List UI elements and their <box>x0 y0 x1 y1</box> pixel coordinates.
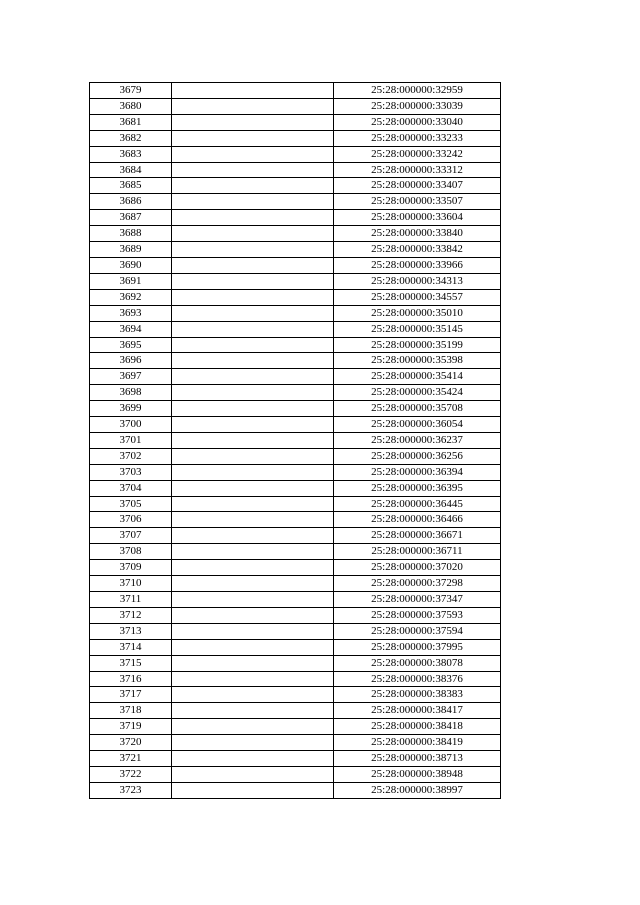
cadastral-number-cell: 25:28:000000:38948 <box>334 766 501 782</box>
empty-cell <box>172 242 334 258</box>
empty-cell <box>172 735 334 751</box>
table-row <box>90 321 501 337</box>
registry-table <box>89 82 501 799</box>
row-number-cell: 3718 <box>90 703 172 719</box>
table-row <box>90 623 501 639</box>
table-row <box>90 130 501 146</box>
table-row <box>90 194 501 210</box>
empty-cell <box>172 464 334 480</box>
row-number-cell: 3712 <box>90 607 172 623</box>
empty-cell <box>172 353 334 369</box>
empty-cell <box>172 417 334 433</box>
cadastral-number-cell: 25:28:000000:33233 <box>334 130 501 146</box>
table-row <box>90 369 501 385</box>
cadastral-number-cell: 25:28:000000:36395 <box>334 480 501 496</box>
cadastral-number-cell: 25:28:000000:35199 <box>334 337 501 353</box>
cadastral-number-cell: 25:28:000000:38383 <box>334 687 501 703</box>
row-number-cell: 3693 <box>90 305 172 321</box>
table-row <box>90 385 501 401</box>
table-row <box>90 512 501 528</box>
empty-cell <box>172 448 334 464</box>
empty-cell <box>172 751 334 767</box>
row-number-cell: 3701 <box>90 432 172 448</box>
cadastral-number-cell: 25:28:000000:38376 <box>334 671 501 687</box>
table-row <box>90 305 501 321</box>
row-number-cell: 3698 <box>90 385 172 401</box>
row-number-cell: 3690 <box>90 257 172 273</box>
cadastral-number-cell: 25:28:000000:35010 <box>334 305 501 321</box>
row-number-cell: 3679 <box>90 83 172 99</box>
cadastral-number-cell: 25:28:000000:35145 <box>334 321 501 337</box>
cadastral-number-cell: 25:28:000000:33242 <box>334 146 501 162</box>
empty-cell <box>172 655 334 671</box>
cadastral-number-cell: 25:28:000000:37593 <box>334 607 501 623</box>
empty-cell <box>172 782 334 798</box>
row-number-cell: 3705 <box>90 496 172 512</box>
row-number-cell: 3695 <box>90 337 172 353</box>
empty-cell <box>172 703 334 719</box>
table-row <box>90 337 501 353</box>
row-number-cell: 3703 <box>90 464 172 480</box>
registry-table-body <box>90 83 501 799</box>
empty-cell <box>172 178 334 194</box>
row-number-cell: 3688 <box>90 226 172 242</box>
empty-cell <box>172 592 334 608</box>
cadastral-number-cell: 25:28:000000:37594 <box>334 623 501 639</box>
empty-cell <box>172 194 334 210</box>
table-row <box>90 751 501 767</box>
table-row <box>90 417 501 433</box>
empty-cell <box>172 639 334 655</box>
row-number-cell: 3720 <box>90 735 172 751</box>
cadastral-number-cell: 25:28:000000:33966 <box>334 257 501 273</box>
cadastral-number-cell: 25:28:000000:36671 <box>334 528 501 544</box>
row-number-cell: 3684 <box>90 162 172 178</box>
cadastral-number-cell: 25:28:000000:32959 <box>334 83 501 99</box>
cadastral-number-cell: 25:28:000000:38997 <box>334 782 501 798</box>
empty-cell <box>172 98 334 114</box>
cadastral-number-cell: 25:28:000000:38713 <box>334 751 501 767</box>
cadastral-number-cell: 25:28:000000:34313 <box>334 273 501 289</box>
row-number-cell: 3683 <box>90 146 172 162</box>
table-row <box>90 114 501 130</box>
empty-cell <box>172 130 334 146</box>
cadastral-number-cell: 25:28:000000:36256 <box>334 448 501 464</box>
table-row <box>90 496 501 512</box>
row-number-cell: 3710 <box>90 576 172 592</box>
table-row <box>90 353 501 369</box>
row-number-cell: 3697 <box>90 369 172 385</box>
cadastral-number-cell: 25:28:000000:36237 <box>334 432 501 448</box>
table-row <box>90 289 501 305</box>
empty-cell <box>172 385 334 401</box>
cadastral-number-cell: 25:28:000000:33842 <box>334 242 501 258</box>
table-row <box>90 210 501 226</box>
empty-cell <box>172 576 334 592</box>
empty-cell <box>172 766 334 782</box>
empty-cell <box>172 512 334 528</box>
row-number-cell: 3722 <box>90 766 172 782</box>
empty-cell <box>172 544 334 560</box>
table-row <box>90 242 501 258</box>
row-number-cell: 3704 <box>90 480 172 496</box>
empty-cell <box>172 337 334 353</box>
cadastral-number-cell: 25:28:000000:37995 <box>334 639 501 655</box>
row-number-cell: 3692 <box>90 289 172 305</box>
row-number-cell: 3717 <box>90 687 172 703</box>
table-row <box>90 146 501 162</box>
row-number-cell: 3699 <box>90 401 172 417</box>
empty-cell <box>172 146 334 162</box>
empty-cell <box>172 321 334 337</box>
cadastral-number-cell: 25:28:000000:38417 <box>334 703 501 719</box>
empty-cell <box>172 687 334 703</box>
empty-cell <box>172 273 334 289</box>
cadastral-number-cell: 25:28:000000:33840 <box>334 226 501 242</box>
cadastral-number-cell: 25:28:000000:34557 <box>334 289 501 305</box>
cadastral-number-cell: 25:28:000000:35708 <box>334 401 501 417</box>
table-row <box>90 544 501 560</box>
empty-cell <box>172 432 334 448</box>
empty-cell <box>172 401 334 417</box>
cadastral-number-cell: 25:28:000000:33407 <box>334 178 501 194</box>
empty-cell <box>172 83 334 99</box>
empty-cell <box>172 671 334 687</box>
cadastral-number-cell: 25:28:000000:38419 <box>334 735 501 751</box>
table-row <box>90 98 501 114</box>
row-number-cell: 3686 <box>90 194 172 210</box>
row-number-cell: 3700 <box>90 417 172 433</box>
row-number-cell: 3707 <box>90 528 172 544</box>
cadastral-number-cell: 25:28:000000:33040 <box>334 114 501 130</box>
table-row <box>90 560 501 576</box>
row-number-cell: 3716 <box>90 671 172 687</box>
empty-cell <box>172 305 334 321</box>
empty-cell <box>172 226 334 242</box>
empty-cell <box>172 480 334 496</box>
cadastral-number-cell: 25:28:000000:38418 <box>334 719 501 735</box>
table-row <box>90 257 501 273</box>
empty-cell <box>172 719 334 735</box>
table-row <box>90 687 501 703</box>
table-row <box>90 226 501 242</box>
table-row <box>90 432 501 448</box>
row-number-cell: 3702 <box>90 448 172 464</box>
empty-cell <box>172 257 334 273</box>
row-number-cell: 3687 <box>90 210 172 226</box>
table-row <box>90 719 501 735</box>
cadastral-number-cell: 25:28:000000:33604 <box>334 210 501 226</box>
empty-cell <box>172 607 334 623</box>
cadastral-number-cell: 25:28:000000:37020 <box>334 560 501 576</box>
table-row <box>90 703 501 719</box>
row-number-cell: 3685 <box>90 178 172 194</box>
row-number-cell: 3723 <box>90 782 172 798</box>
row-number-cell: 3689 <box>90 242 172 258</box>
cadastral-number-cell: 25:28:000000:36445 <box>334 496 501 512</box>
table-row <box>90 401 501 417</box>
cadastral-number-cell: 25:28:000000:35414 <box>334 369 501 385</box>
row-number-cell: 3680 <box>90 98 172 114</box>
table-row <box>90 480 501 496</box>
row-number-cell: 3682 <box>90 130 172 146</box>
row-number-cell: 3715 <box>90 655 172 671</box>
empty-cell <box>172 623 334 639</box>
table-row <box>90 273 501 289</box>
table-row <box>90 655 501 671</box>
table-row <box>90 639 501 655</box>
table-row <box>90 607 501 623</box>
row-number-cell: 3691 <box>90 273 172 289</box>
row-number-cell: 3719 <box>90 719 172 735</box>
table-row <box>90 782 501 798</box>
empty-cell <box>172 528 334 544</box>
table-row <box>90 178 501 194</box>
row-number-cell: 3713 <box>90 623 172 639</box>
cadastral-number-cell: 25:28:000000:36466 <box>334 512 501 528</box>
empty-cell <box>172 369 334 385</box>
row-number-cell: 3681 <box>90 114 172 130</box>
cadastral-number-cell: 25:28:000000:35398 <box>334 353 501 369</box>
table-row <box>90 592 501 608</box>
cadastral-number-cell: 25:28:000000:33507 <box>334 194 501 210</box>
row-number-cell: 3714 <box>90 639 172 655</box>
row-number-cell: 3708 <box>90 544 172 560</box>
row-number-cell: 3706 <box>90 512 172 528</box>
table-row <box>90 464 501 480</box>
empty-cell <box>172 289 334 305</box>
table-row <box>90 448 501 464</box>
empty-cell <box>172 560 334 576</box>
table-row <box>90 162 501 178</box>
cadastral-number-cell: 25:28:000000:37298 <box>334 576 501 592</box>
table-row <box>90 671 501 687</box>
empty-cell <box>172 210 334 226</box>
empty-cell <box>172 114 334 130</box>
table-row <box>90 766 501 782</box>
cadastral-number-cell: 25:28:000000:36711 <box>334 544 501 560</box>
cadastral-number-cell: 25:28:000000:33039 <box>334 98 501 114</box>
row-number-cell: 3709 <box>90 560 172 576</box>
row-number-cell: 3721 <box>90 751 172 767</box>
row-number-cell: 3696 <box>90 353 172 369</box>
row-number-cell: 3711 <box>90 592 172 608</box>
table-row <box>90 735 501 751</box>
empty-cell <box>172 496 334 512</box>
cadastral-number-cell: 25:28:000000:37347 <box>334 592 501 608</box>
empty-cell <box>172 162 334 178</box>
row-number-cell: 3694 <box>90 321 172 337</box>
table-row <box>90 83 501 99</box>
table-row <box>90 528 501 544</box>
cadastral-number-cell: 25:28:000000:36394 <box>334 464 501 480</box>
table-row <box>90 576 501 592</box>
cadastral-number-cell: 25:28:000000:38078 <box>334 655 501 671</box>
cadastral-number-cell: 25:28:000000:33312 <box>334 162 501 178</box>
cadastral-number-cell: 25:28:000000:35424 <box>334 385 501 401</box>
cadastral-number-cell: 25:28:000000:36054 <box>334 417 501 433</box>
